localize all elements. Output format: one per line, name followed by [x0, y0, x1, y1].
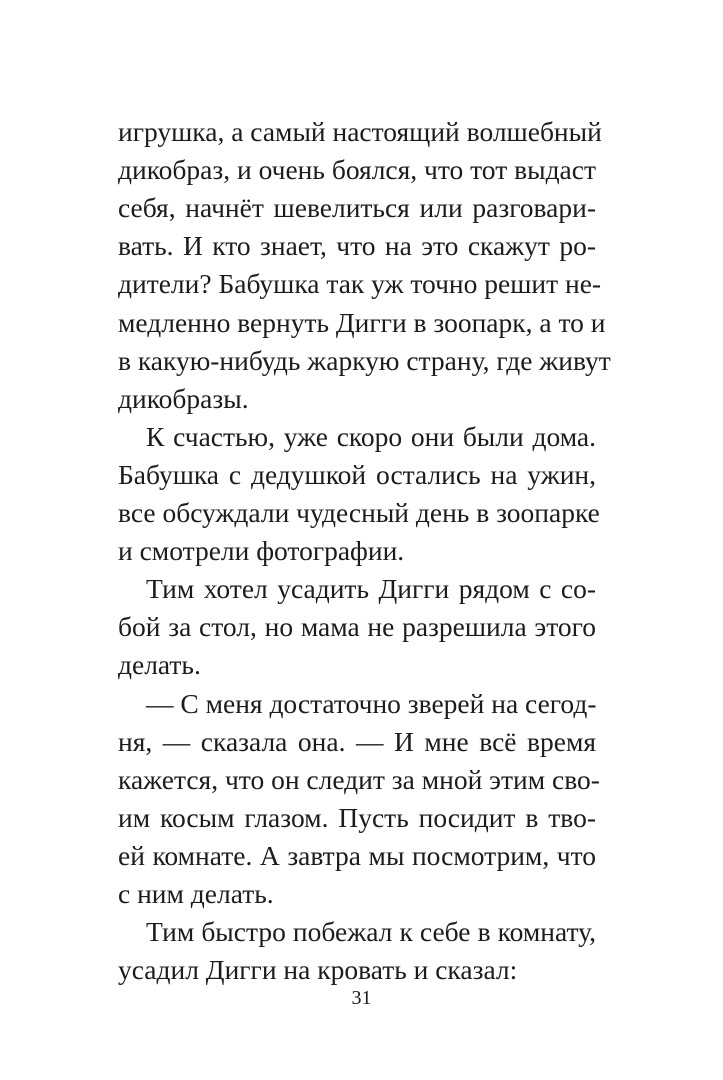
text-line: делать.	[118, 649, 201, 680]
text-line: Бабушка с дедушкой остались на ужин,	[118, 459, 596, 490]
page-number: 31	[351, 987, 372, 1009]
text-line: дикобразы.	[118, 383, 249, 414]
text-line: в какую-нибудь жаркую страну, где живут	[118, 345, 611, 376]
text-line: Тим быстро побежал к себе в комнату,	[146, 916, 596, 947]
text-line: все обсуждали чудесный день в зоопарке	[118, 497, 600, 528]
text-line: с ним делать.	[118, 878, 274, 909]
text-line: игрушка, а самый настоящий волшебный	[118, 116, 602, 147]
text-line: дикобраз, и очень боялся, что тот выдаст	[118, 154, 596, 185]
text-line: им косым глазом. Пусть посидит в тво-	[118, 802, 596, 833]
text-line: вать. И кто знает, что на это скажут ро-	[118, 230, 596, 261]
text-line: К счастью, уже скоро они были дома.	[146, 421, 596, 452]
text-line: кажется, что он следит за мной этим сво-	[118, 764, 600, 795]
text-line: медленно вернуть Дигги в зоопарк, а то и	[118, 307, 606, 338]
text-line: ня, — сказала она. — И мне всё время	[118, 726, 596, 757]
text-line: и смотрели фотографии.	[118, 535, 405, 566]
text-line: ей комнате. А завтра мы посмотрим, что	[118, 840, 596, 871]
text-line: дители? Бабушка так уж точно решит не-	[118, 268, 602, 299]
text-line: себя, начнёт шевелиться или разговари-	[118, 192, 596, 223]
text-line: бой за стол, но мама не разрешила этого	[118, 611, 596, 642]
text-line: усадил Дигги на кровать и сказал:	[118, 954, 518, 985]
text-line: — С меня достаточно зверей на сегод-	[146, 688, 597, 719]
text-line: Тим хотел усадить Дигги рядом с со-	[146, 573, 596, 604]
